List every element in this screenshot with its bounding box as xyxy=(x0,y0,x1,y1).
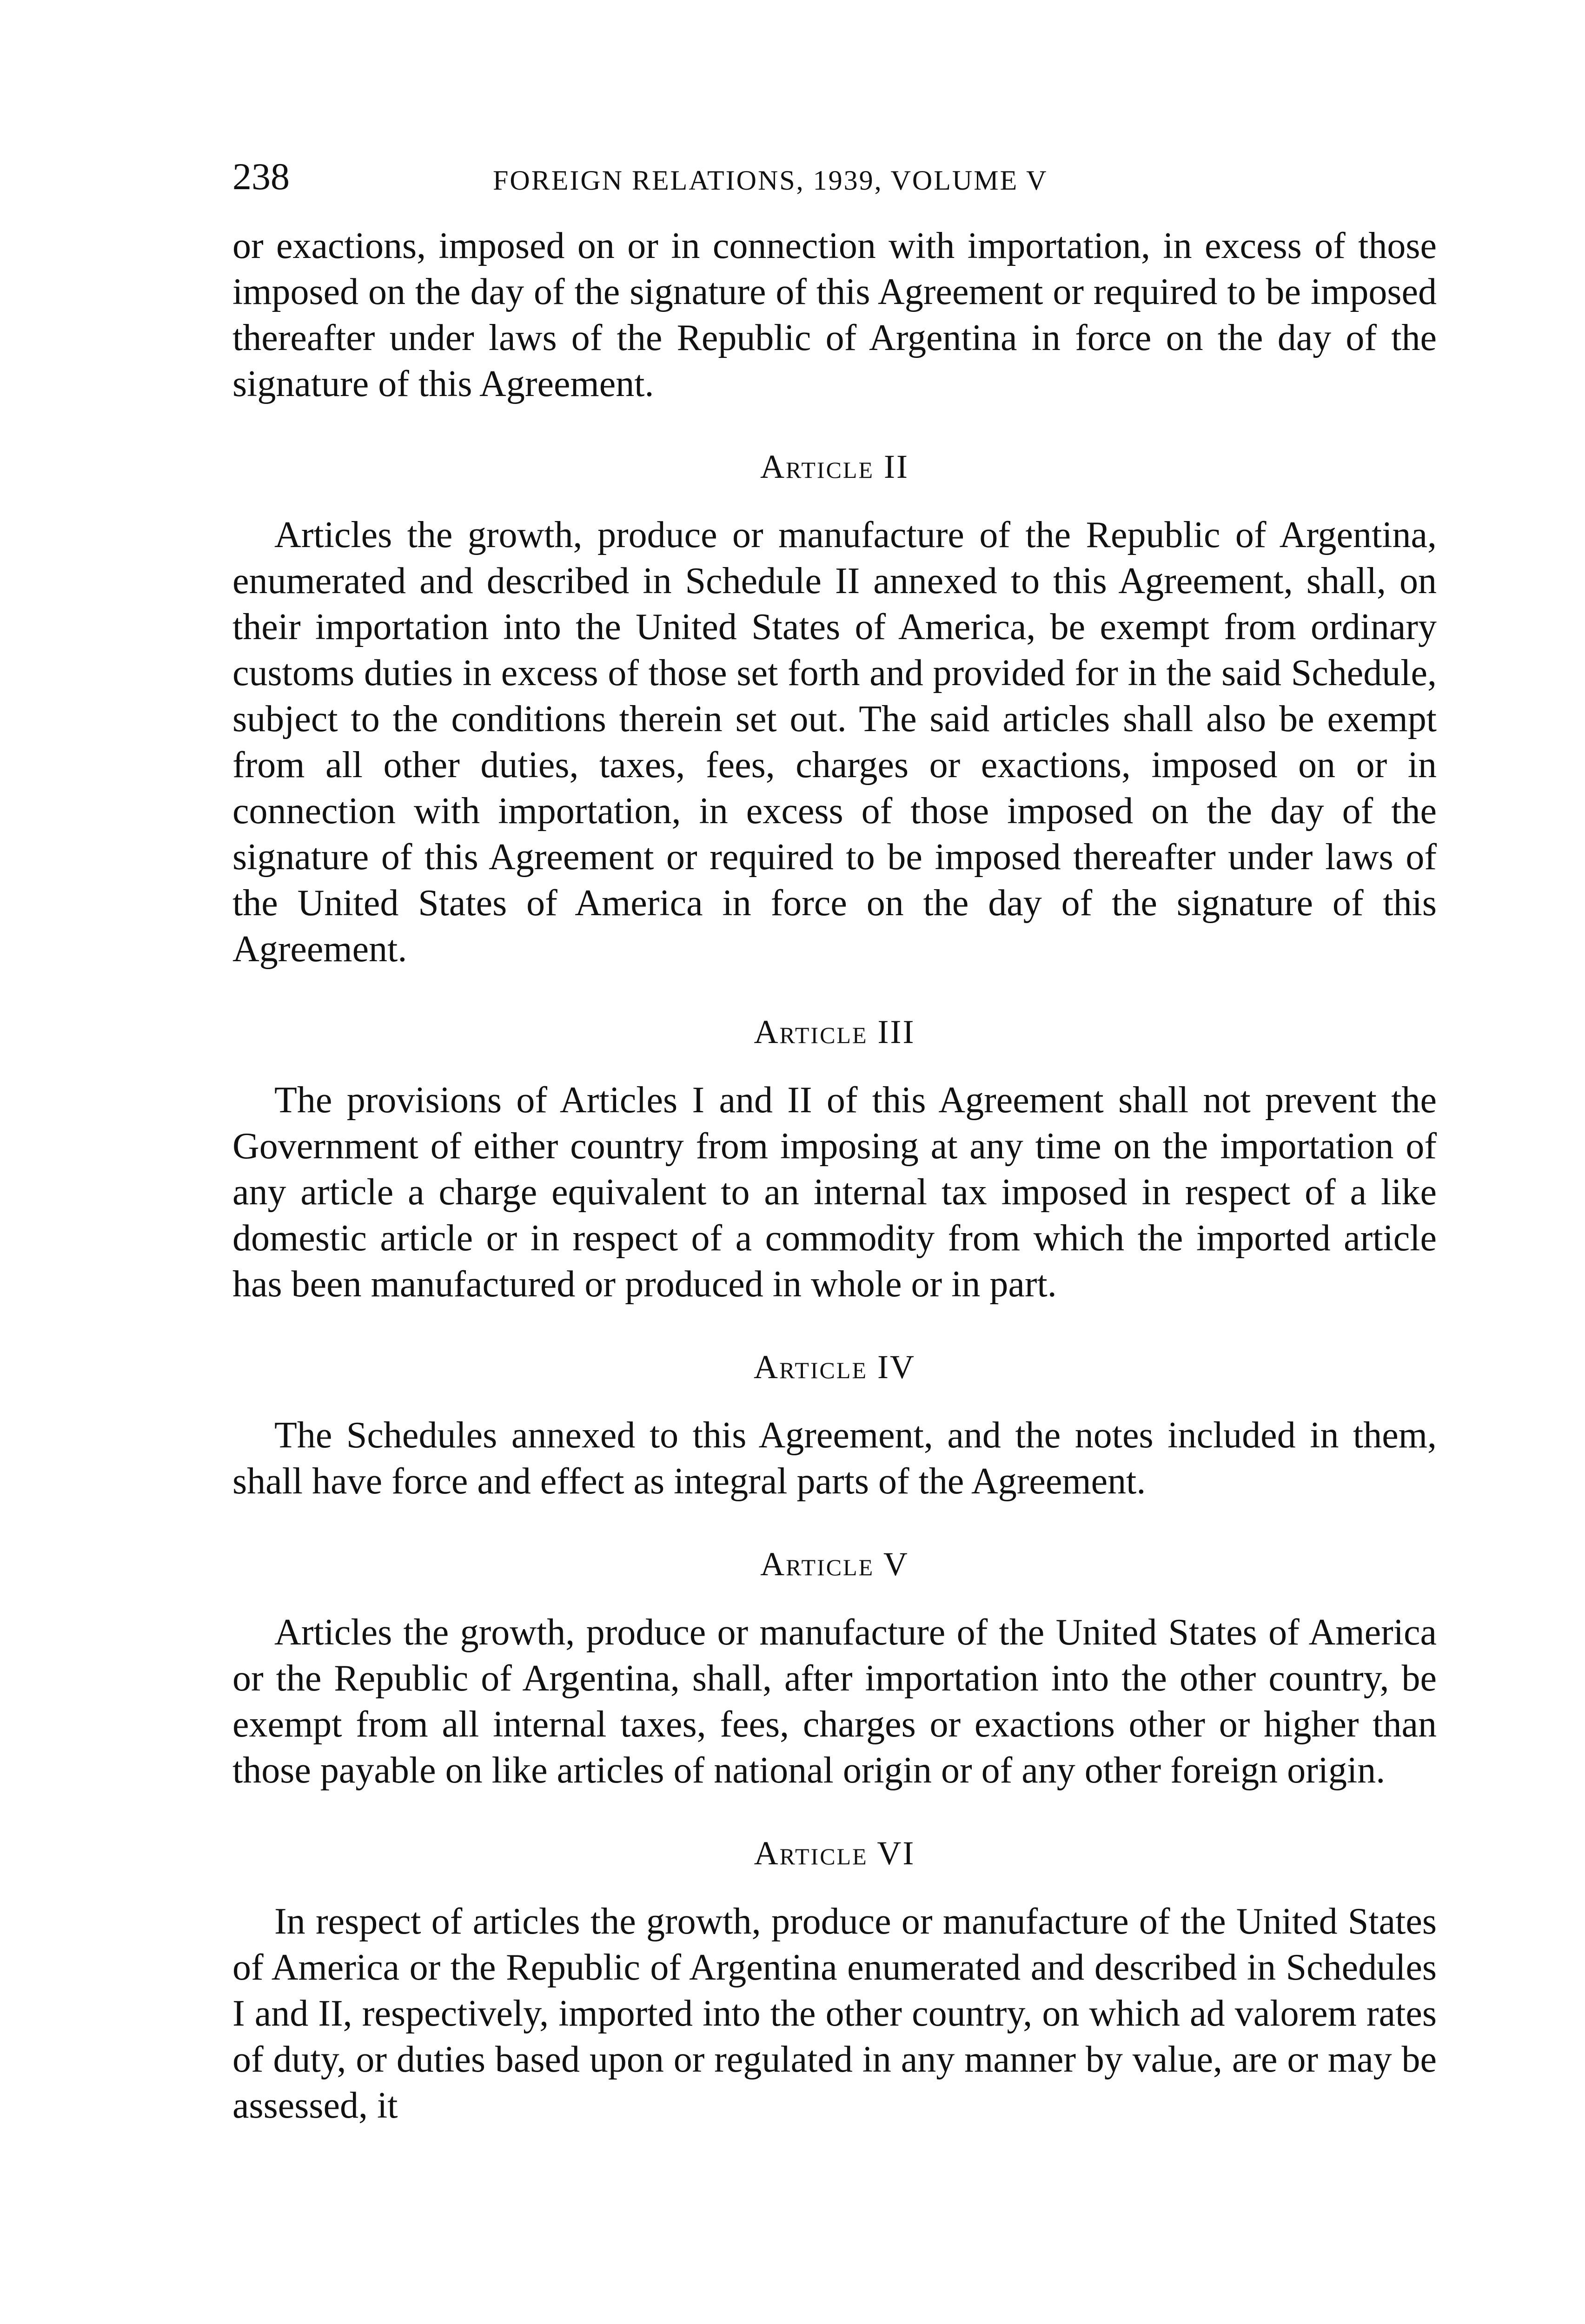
document-page xyxy=(232,153,1437,2129)
article-ii-heading: Article II xyxy=(760,448,909,485)
running-header xyxy=(232,153,1437,205)
article-iii-heading: Article III xyxy=(754,1013,915,1050)
article-iv-heading: Article IV xyxy=(754,1348,915,1386)
running-title: FOREIGN RELATIONS, 1939, VOLUME V xyxy=(493,165,1048,196)
opening-paragraph: or exactions, imposed on or in connection with importation, in excess of those imposed on the day of the signature of this Agreement or required to be imposed thereafter under laws of the Republic of Argentina in force on the day of the signature of this Agreement. xyxy=(232,225,1437,404)
article-v-heading: Article V xyxy=(760,1545,909,1583)
article-ii-text: Articles the growth, produce or manufacture of the Republic of Argentina, enumerated and described in Schedule II annexed to this Agreement, shall, on their importation into the United States of America, be exempt from ordinary customs duties in excess of those set forth and provided for in the said Schedule, subject to the conditions therein set out. The said articles shall also be exempt from all other duties, taxes, fees, charges or exactions, imposed on or in connection with importation, in excess of those imposed on the day of the signature of this Agreement or required to be imposed thereafter under laws of the United States of America in force on the day of the signature of this Agreement. xyxy=(232,515,1437,970)
article-iv-text: The Schedules annexed to this Agreement, and the notes included in them, shall have force and effect as integral parts of the Agreement. xyxy=(232,1415,1437,1502)
article-vi-text: In respect of articles the growth, produce or manufacture of the United States of America or the Republic of Argentina enumerated and described in Schedules I and II, respectively, imported into the other country, on which ad valorem rates of duty, or duties based upon or regulated in any manner by value, are or may be assessed, it xyxy=(232,1901,1437,2126)
article-v-text: Articles the growth, produce or manufacture of the United States of America or the Republic of Argentina, shall, after importation into the other country, be exempt from all internal taxes, fees, charges or exactions other or higher than those payable on like articles of national origin or of any other foreign origin. xyxy=(232,1612,1437,1791)
article-vi-heading: Article VI xyxy=(754,1835,915,1872)
page-number: 238 xyxy=(232,155,290,198)
article-iii-text: The provisions of Articles I and II of this Agreement shall not prevent the Government of either country from imposing at any time on the importation of any article a charge equivalent to an internal tax imposed in respect of a like domestic article or in respect of a commodity from which the imported article has been manufactured or produced in whole or in part. xyxy=(232,1080,1437,1305)
